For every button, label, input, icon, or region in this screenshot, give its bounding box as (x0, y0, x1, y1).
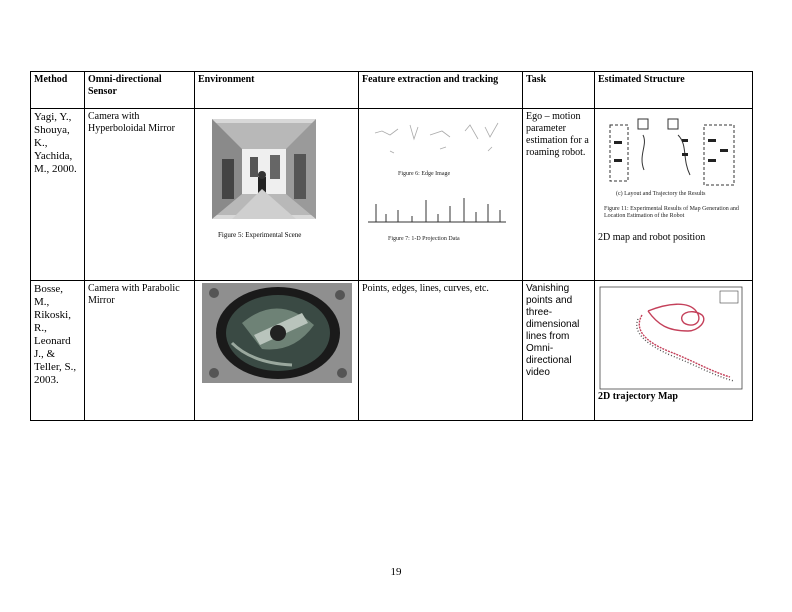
task-text: Vanishing points and three-dimensional lines from Omni-directional video (526, 283, 580, 378)
survey-table (30, 71, 753, 421)
header-environment: Environment (195, 72, 359, 109)
projection-data-plot (368, 190, 508, 226)
edge-image-figure (362, 117, 519, 243)
cell-environment (195, 281, 359, 421)
method-text: Yagi, Y., Shouya, K., Yachida, M., 2000. (34, 111, 77, 175)
experimental-scene-figure (198, 119, 355, 239)
trajectory-map-figure (598, 285, 744, 391)
cell-structure (595, 109, 753, 281)
table-row (31, 281, 753, 421)
feature-text: Points, edges, lines, curves, etc. (362, 283, 489, 294)
task-text: Ego – motion parameter estimation for a roaming robot. (526, 111, 589, 158)
structure-text: 2D trajectory Map (598, 391, 678, 402)
parabolic-mirror-image (202, 283, 352, 383)
header-sensor: Omni-directional Sensor (85, 72, 195, 109)
method-text: Bosse, M., Rikoski, R., Leonard J., & Teller, S., 2003. (34, 283, 77, 386)
experimental-scene-image (212, 119, 316, 219)
cell-task (523, 281, 595, 421)
page-number: 19 (390, 566, 402, 578)
header-feature: Feature extraction and tracking (359, 72, 523, 109)
environment-caption: Figure 5: Experimental Scene (218, 231, 302, 239)
header-structure: Estimated Structure (595, 72, 753, 109)
header-row (31, 72, 753, 109)
cell-method (31, 281, 85, 421)
projection-caption: Figure 7: 1-D Projection Data (388, 236, 460, 242)
edge-image-caption: Figure 6: Edge Image (398, 171, 451, 177)
cell-method (31, 109, 85, 281)
structure-text: 2D map and robot position (598, 232, 706, 243)
cell-sensor (85, 109, 195, 281)
results-caption: Figure 11: Experimental Results of Map Generation and Location Estimation of the Robot (604, 206, 739, 219)
header-task: Task (523, 72, 595, 109)
header-method: Method (31, 72, 85, 109)
sensor-text: Camera with Parabolic Mirror (88, 283, 180, 306)
map-layout-figure (608, 115, 738, 189)
cell-structure (595, 281, 753, 421)
cell-environment (195, 109, 359, 281)
edge-image (370, 117, 510, 171)
table-row (31, 109, 753, 281)
sensor-text: Camera with Hyperboloidal Mirror (88, 111, 175, 134)
layout-caption: (c) Layout and Trajectory the Results (616, 191, 706, 197)
cell-task (523, 109, 595, 281)
cell-sensor (85, 281, 195, 421)
cell-feature (359, 281, 523, 421)
cell-feature (359, 109, 523, 281)
